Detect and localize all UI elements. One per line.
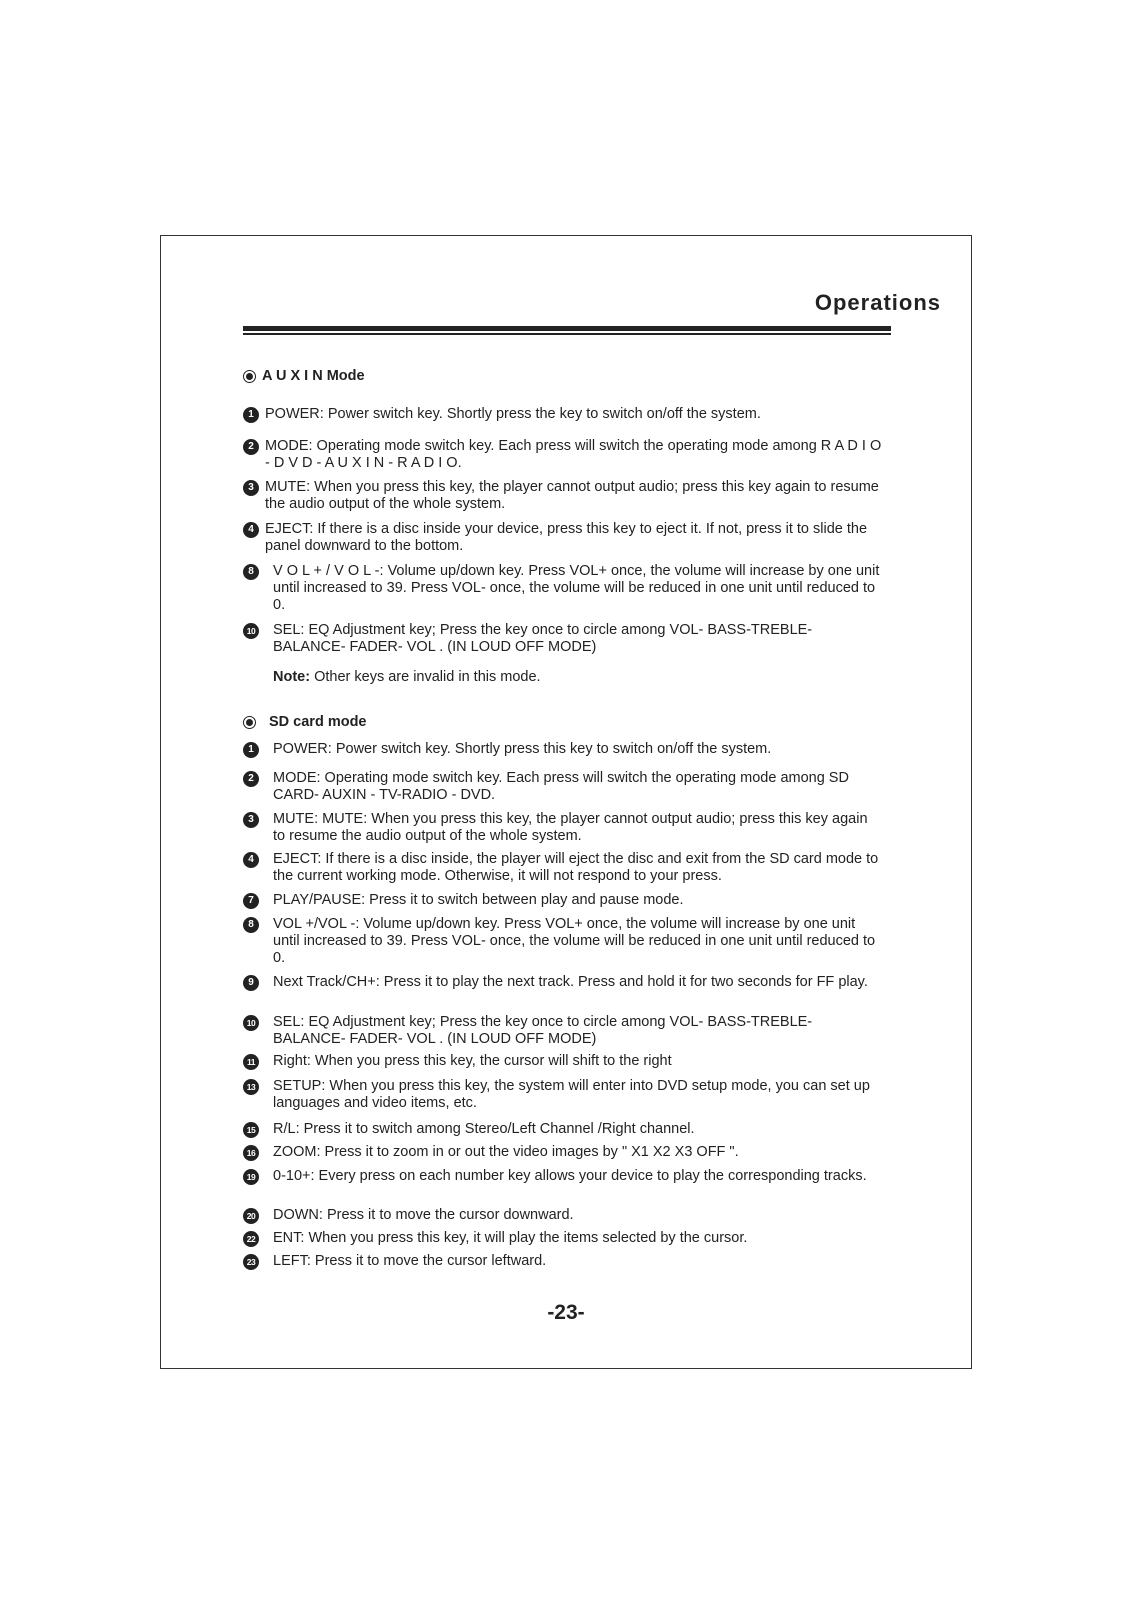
item-text: MUTE: When you press this key, the player cannot output audio; press this key again to resume the audio output of the whole system. (265, 479, 879, 512)
number-circle-icon: 8 (243, 917, 259, 933)
auxin-item-sel (243, 622, 883, 656)
number-circle-icon: 22 (243, 1231, 259, 1247)
sdcard-item-sel (243, 1014, 883, 1048)
sdcard-item-left (243, 1253, 883, 1270)
auxin-item-mode (243, 438, 883, 472)
item-text: ENT: When you press this key, it will play the items selected by the cursor. (273, 1230, 748, 1246)
number-circle-icon: 11 (243, 1054, 259, 1070)
auxin-heading-text: A U X I N Mode (262, 368, 365, 384)
bullet-radio-icon (243, 370, 256, 383)
item-text: PLAY/PAUSE: Press it to switch between play and pause mode. (273, 892, 684, 908)
sdcard-item-ent (243, 1230, 883, 1247)
number-circle-icon: 4 (243, 852, 259, 868)
item-text: LEFT: Press it to move the cursor leftward. (273, 1253, 547, 1269)
item-text: ZOOM: Press it to zoom in or out the video images by " X1 X2 X3 OFF ". (273, 1144, 739, 1160)
number-circle-icon: 8 (243, 564, 259, 580)
number-circle-icon: 13 (243, 1079, 259, 1095)
item-text: MODE: Operating mode switch key. Each press will switch the operating mode among SD CARD- AUXIN - TV-RADIO - DVD. (273, 770, 849, 803)
item-text: POWER: Power switch key. Shortly press this key to switch on/off the system. (273, 741, 772, 757)
auxin-item-power (243, 406, 883, 423)
sdcard-item-zoom (243, 1144, 883, 1161)
number-circle-icon: 3 (243, 812, 259, 828)
item-text: VOL +/VOL -: Volume up/down key. Press VOL+ once, the volume will increase by one unit until increased to 39. Press VOL- once, the volume will be reduced in one unit until reduced to 0. (273, 916, 876, 966)
number-circle-icon: 3 (243, 480, 259, 496)
item-text: 0-10+: Every press on each number key allows your device to play the corresponding tracks. (273, 1168, 867, 1184)
sdcard-item-eject (243, 851, 883, 885)
bullet-radio-icon (243, 716, 256, 729)
page-title: Operations (814, 290, 941, 315)
item-text: MODE: Operating mode switch key. Each press will switch the operating mode among R A D I O - D V D - A U X I N - R A D I O. (265, 438, 882, 471)
number-circle-icon: 23 (243, 1254, 259, 1270)
number-circle-icon: 9 (243, 975, 259, 991)
page-frame (160, 235, 972, 1369)
item-text: SETUP: When you press this key, the system will enter into DVD setup mode, you can set up languages and video items, etc. (273, 1078, 870, 1111)
sdcard-item-vol (243, 916, 883, 967)
item-text: V O L + / V O L -: Volume up/down key. Press VOL+ once, the volume will increase by one unit until increased to 39. Press VOL- once, the volume will be reduced in one unit until reduced to 0. (273, 563, 880, 613)
item-text: POWER: Power switch key. Shortly press the key to switch on/off the system. (265, 406, 761, 422)
item-text: SEL: EQ Adjustment key; Press the key once to circle among VOL- BASS-TREBLE- BALANCE- FADER- VOL . (IN LOUD OFF MODE) (273, 622, 813, 655)
item-text: Right: When you press this key, the cursor will shift to the right (273, 1053, 672, 1069)
page-number: -23- (547, 1301, 585, 1324)
auxin-note (273, 669, 541, 685)
sdcard-item-down (243, 1207, 883, 1224)
number-circle-icon: 10 (243, 623, 259, 639)
sdcard-item-mode (243, 770, 883, 804)
item-text: EJECT: If there is a disc inside, the player will eject the disc and exit from the SD card mode to the current working mode. Otherwise, it will not respond to your press. (273, 851, 879, 884)
item-text: R/L: Press it to switch among Stereo/Left Channel /Right channel. (273, 1121, 695, 1137)
sdcard-item-mute (243, 811, 883, 845)
title-rule-thin (243, 333, 891, 335)
sdcard-heading-text: SD card mode (269, 714, 367, 730)
sdcard-item-right (243, 1053, 883, 1070)
sdcard-item-playpause (243, 892, 883, 909)
item-text: MUTE: MUTE: When you press this key, the player cannot output audio; press this key again to resume the audio output of the whole system. (273, 811, 868, 844)
number-circle-icon: 1 (243, 742, 259, 758)
number-circle-icon: 1 (243, 407, 259, 423)
number-circle-icon: 7 (243, 893, 259, 909)
auxin-item-mute (243, 479, 883, 513)
sdcard-item-setup (243, 1078, 883, 1112)
note-label: Note: (273, 669, 311, 685)
number-circle-icon: 20 (243, 1208, 259, 1224)
sdcard-item-next (243, 974, 883, 991)
item-text: Next Track/CH+: Press it to play the next track. Press and hold it for two seconds for FF play. (273, 974, 868, 990)
sdcard-item-rl (243, 1121, 883, 1138)
number-circle-icon: 2 (243, 771, 259, 787)
sdcard-item-number-keys (243, 1168, 883, 1185)
item-text: EJECT: If there is a disc inside your device, press this key to eject it. If not, press it to slide the panel downward to the bottom. (265, 521, 868, 554)
number-circle-icon: 16 (243, 1145, 259, 1161)
sdcard-heading (243, 714, 367, 730)
number-circle-icon: 10 (243, 1015, 259, 1031)
number-circle-icon: 4 (243, 522, 259, 538)
sdcard-item-power (243, 741, 883, 758)
auxin-item-eject (243, 521, 883, 555)
auxin-heading (243, 368, 365, 384)
auxin-item-vol (243, 563, 883, 614)
number-circle-icon: 15 (243, 1122, 259, 1138)
number-circle-icon: 2 (243, 439, 259, 455)
number-circle-icon: 19 (243, 1169, 259, 1185)
item-text: SEL: EQ Adjustment key; Press the key once to circle among VOL- BASS-TREBLE- BALANCE- FADER- VOL . (IN LOUD OFF MODE) (273, 1014, 813, 1047)
item-text: DOWN: Press it to move the cursor downward. (273, 1207, 574, 1223)
note-text: Other keys are invalid in this mode. (310, 669, 541, 685)
title-rule-thick (243, 326, 891, 331)
